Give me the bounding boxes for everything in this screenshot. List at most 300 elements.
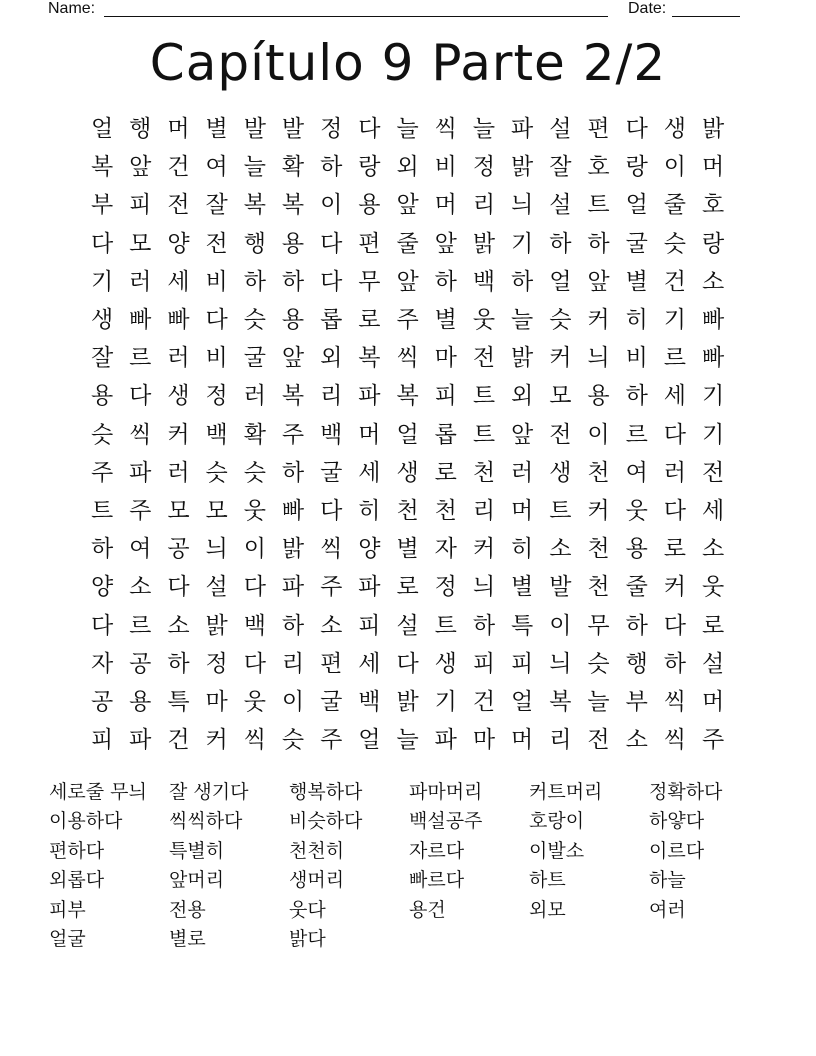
grid-letter[interactable]: 세: [358, 459, 381, 486]
grid-letter[interactable]: 씩: [434, 116, 457, 143]
grid-letter[interactable]: 용: [625, 536, 648, 563]
grid-letter[interactable]: 백: [243, 612, 266, 639]
grid-letter[interactable]: 웃: [701, 574, 725, 601]
grid-letter[interactable]: 줄: [625, 574, 648, 601]
grid-letter[interactable]: 복: [281, 383, 305, 410]
grid-letter[interactable]: 정: [472, 154, 496, 181]
grid-letter[interactable]: 하: [587, 230, 610, 257]
grid-letter[interactable]: 히: [625, 307, 648, 334]
grid-letter[interactable]: 잘: [549, 154, 572, 181]
grid-letter[interactable]: 늬: [587, 345, 610, 372]
grid-letter[interactable]: 밝: [511, 345, 534, 372]
grid-letter[interactable]: 여: [625, 459, 648, 486]
grid-letter[interactable]: 씩: [663, 688, 687, 715]
grid-letter[interactable]: 자: [434, 536, 457, 563]
grid-letter[interactable]: 이: [587, 421, 610, 448]
grid-letter[interactable]: 롭: [434, 421, 457, 448]
grid-letter[interactable]: 로: [701, 612, 725, 639]
word-bank-item: 앞머리: [169, 869, 225, 892]
grid-letter[interactable]: 하: [281, 268, 305, 295]
grid-letter[interactable]: 웃: [243, 688, 266, 715]
grid-letter[interactable]: 전: [587, 727, 610, 754]
grid-letter[interactable]: 주: [90, 459, 114, 486]
grid-letter[interactable]: 주: [281, 421, 305, 448]
grid-letter[interactable]: 백: [205, 421, 228, 448]
grid-letter[interactable]: 피: [129, 192, 152, 219]
grid-letter[interactable]: 천: [434, 497, 457, 524]
grid-letter[interactable]: 르: [663, 345, 687, 372]
grid-letter[interactable]: 커: [549, 345, 572, 372]
grid-letter[interactable]: 앞: [511, 421, 534, 448]
grid-letter[interactable]: 복: [243, 192, 266, 219]
grid-letter[interactable]: 씩: [396, 345, 419, 372]
grid-letter[interactable]: 확: [243, 421, 266, 448]
grid-letter[interactable]: 파: [434, 727, 457, 754]
grid-letter[interactable]: 다: [663, 612, 687, 639]
grid-letter[interactable]: 랑: [358, 154, 381, 181]
grid-letter[interactable]: 르: [625, 421, 648, 448]
grid-letter[interactable]: 밝: [205, 612, 228, 639]
grid-letter[interactable]: 웃: [472, 307, 496, 334]
grid-letter[interactable]: 마: [205, 688, 228, 715]
grid-letter[interactable]: 굴: [320, 688, 343, 715]
grid-letter[interactable]: 천: [587, 459, 610, 486]
grid-letter[interactable]: 하: [281, 612, 305, 639]
grid-letter[interactable]: 무: [587, 612, 610, 639]
grid-letter[interactable]: 하: [243, 268, 266, 295]
grid-letter[interactable]: 하: [472, 612, 496, 639]
grid-letter[interactable]: 정: [320, 116, 343, 143]
grid-letter[interactable]: 천: [396, 497, 419, 524]
grid-letter[interactable]: 리: [472, 192, 496, 219]
grid-letter[interactable]: 하: [511, 268, 534, 295]
grid-letter[interactable]: 정: [434, 574, 457, 601]
grid-letter[interactable]: 슷: [243, 307, 266, 334]
grid-letter[interactable]: 양: [90, 574, 114, 601]
grid-letter[interactable]: 슷: [281, 727, 305, 754]
grid-letter[interactable]: 다: [663, 421, 687, 448]
grid-letter[interactable]: 늘: [587, 688, 610, 715]
grid-letter[interactable]: 트: [434, 612, 457, 639]
name-label: Name:: [48, 0, 96, 17]
grid-letter[interactable]: 잘: [90, 345, 114, 372]
grid-letter[interactable]: 파: [358, 574, 381, 601]
grid-letter[interactable]: 주: [396, 307, 419, 334]
grid-letter[interactable]: 하: [625, 383, 648, 410]
grid-letter[interactable]: 웃: [243, 497, 266, 524]
date-blank-line[interactable]: [672, 0, 740, 17]
grid-letter[interactable]: 다: [663, 497, 687, 524]
grid-letter[interactable]: 발: [243, 116, 266, 143]
grid-letter[interactable]: 슷: [90, 421, 114, 448]
grid-letter[interactable]: 리: [549, 727, 572, 754]
grid-letter[interactable]: 용: [358, 192, 381, 219]
grid-letter[interactable]: 설: [701, 650, 725, 677]
grid-letter[interactable]: 파: [129, 727, 152, 754]
grid-letter[interactable]: 파: [511, 116, 534, 143]
word-bank-item: 이발소: [529, 839, 585, 862]
grid-letter[interactable]: 밝: [472, 230, 496, 257]
grid-letter[interactable]: 정: [205, 383, 228, 410]
grid-letter[interactable]: 리: [281, 650, 305, 677]
grid-letter[interactable]: 세: [663, 383, 687, 410]
grid-letter[interactable]: 앞: [434, 230, 457, 257]
grid-letter[interactable]: 건: [472, 688, 496, 715]
grid-letter[interactable]: 기: [90, 268, 114, 295]
grid-letter[interactable]: 별: [205, 116, 228, 143]
grid-letter[interactable]: 피: [472, 650, 496, 677]
grid-letter[interactable]: 로: [358, 307, 381, 334]
grid-letter[interactable]: 다: [243, 574, 266, 601]
grid-letter[interactable]: 트: [587, 192, 610, 219]
grid-letter[interactable]: 확: [281, 154, 305, 181]
grid-letter[interactable]: 머: [701, 154, 725, 181]
grid-letter[interactable]: 모: [549, 383, 572, 410]
grid-letter[interactable]: 특: [511, 612, 534, 639]
grid-letter[interactable]: 비: [205, 345, 228, 372]
grid-letter[interactable]: 외: [320, 345, 343, 372]
grid-letter[interactable]: 복: [396, 383, 419, 410]
grid-letter[interactable]: 정: [205, 650, 228, 677]
grid-letter[interactable]: 기: [701, 383, 725, 410]
grid-letter[interactable]: 다: [320, 230, 343, 257]
grid-letter[interactable]: 히: [358, 497, 381, 524]
grid-letter[interactable]: 전: [549, 421, 572, 448]
grid-letter[interactable]: 생: [167, 383, 190, 410]
grid-letter[interactable]: 잘: [205, 192, 228, 219]
grid-letter[interactable]: 건: [167, 154, 190, 181]
grid-letter[interactable]: 다: [167, 574, 190, 601]
grid-letter[interactable]: 로: [663, 536, 687, 563]
name-blank-line[interactable]: [104, 0, 608, 17]
grid-letter[interactable]: 복: [549, 688, 572, 715]
grid-letter[interactable]: 트: [472, 383, 496, 410]
grid-letter[interactable]: 건: [663, 268, 687, 295]
grid-row: [83, 377, 732, 415]
grid-letter[interactable]: 행: [625, 650, 648, 677]
grid-letter[interactable]: 롭: [320, 307, 343, 334]
grid-letter[interactable]: 커: [587, 497, 610, 524]
grid-letter[interactable]: 줄: [396, 230, 419, 257]
grid-letter[interactable]: 다: [90, 230, 114, 257]
grid-letter[interactable]: 마: [472, 727, 496, 754]
grid-letter[interactable]: 얼: [396, 421, 419, 448]
grid-letter[interactable]: 설: [205, 574, 228, 601]
grid-letter[interactable]: 얼: [625, 192, 648, 219]
grid-row: [83, 454, 732, 492]
grid-letter[interactable]: 히: [511, 536, 534, 563]
grid-letter[interactable]: 다: [129, 383, 152, 410]
grid-letter[interactable]: 편: [587, 116, 610, 143]
grid-letter[interactable]: 러: [167, 345, 190, 372]
grid-letter[interactable]: 다: [625, 116, 648, 143]
grid-letter[interactable]: 세: [358, 650, 381, 677]
grid-letter[interactable]: 외: [396, 154, 419, 181]
grid-letter[interactable]: 랑: [625, 154, 648, 181]
grid-letter[interactable]: 발: [549, 574, 572, 601]
grid-letter[interactable]: 이: [281, 688, 305, 715]
grid-letter[interactable]: 특: [167, 688, 190, 715]
grid-letter[interactable]: 밝: [511, 154, 534, 181]
grid-letter[interactable]: 늬: [205, 536, 228, 563]
grid-letter[interactable]: 웃: [625, 497, 648, 524]
grid-letter[interactable]: 자: [90, 650, 114, 677]
grid-letter[interactable]: 건: [167, 727, 190, 754]
grid-letter[interactable]: 양: [167, 230, 190, 257]
grid-letter[interactable]: 소: [625, 727, 648, 754]
grid-letter[interactable]: 굴: [625, 230, 648, 257]
grid-letter[interactable]: 생: [549, 459, 572, 486]
grid-letter[interactable]: 소: [167, 612, 190, 639]
grid-letter[interactable]: 하: [281, 459, 305, 486]
grid-letter[interactable]: 머: [167, 116, 190, 143]
grid-letter[interactable]: 부: [625, 688, 648, 715]
grid-letter[interactable]: 이: [549, 612, 572, 639]
grid-letter[interactable]: 얼: [511, 688, 534, 715]
grid-letter[interactable]: 모: [129, 230, 152, 257]
grid-letter[interactable]: 리: [320, 383, 343, 410]
grid-letter[interactable]: 빠: [129, 307, 152, 334]
grid-letter[interactable]: 양: [358, 536, 381, 563]
grid-letter[interactable]: 얼: [90, 116, 114, 143]
grid-letter[interactable]: 하: [663, 650, 687, 677]
grid-letter[interactable]: 르: [129, 612, 152, 639]
grid-letter[interactable]: 하: [320, 154, 343, 181]
grid-letter[interactable]: 씩: [320, 536, 343, 563]
grid-letter[interactable]: 늬: [549, 650, 572, 677]
grid-letter[interactable]: 별: [434, 307, 457, 334]
grid-letter[interactable]: 소: [129, 574, 152, 601]
grid-letter[interactable]: 천: [587, 574, 610, 601]
grid-letter[interactable]: 러: [129, 268, 152, 295]
grid-letter[interactable]: 러: [663, 459, 687, 486]
grid-letter[interactable]: 복: [358, 345, 381, 372]
grid-letter[interactable]: 비: [625, 345, 648, 372]
grid-letter[interactable]: 기: [701, 421, 725, 448]
grid-letter[interactable]: 백: [320, 421, 343, 448]
grid-letter[interactable]: 호: [701, 192, 725, 219]
grid-letter[interactable]: 피: [434, 383, 457, 410]
grid-letter[interactable]: 생: [663, 116, 687, 143]
grid-letter[interactable]: 얼: [549, 268, 572, 295]
grid-letter[interactable]: 모: [167, 497, 190, 524]
grid-letter[interactable]: 빠: [701, 345, 725, 372]
grid-letter[interactable]: 굴: [243, 345, 266, 372]
grid-letter[interactable]: 커: [205, 727, 228, 754]
grid-letter[interactable]: 행: [129, 116, 152, 143]
grid-letter[interactable]: 머: [511, 497, 534, 524]
grid-letter[interactable]: 공: [90, 688, 114, 715]
grid-letter[interactable]: 소: [701, 536, 725, 563]
grid-letter[interactable]: 앞: [396, 192, 419, 219]
grid-letter[interactable]: 생: [396, 459, 419, 486]
grid-letter[interactable]: 비: [434, 154, 457, 181]
grid-letter[interactable]: 소: [320, 612, 343, 639]
grid-letter[interactable]: 트: [90, 497, 114, 524]
grid-letter[interactable]: 굴: [320, 459, 343, 486]
grid-letter[interactable]: 로: [434, 459, 457, 486]
grid-letter[interactable]: 주: [320, 574, 343, 601]
grid-letter[interactable]: 얼: [358, 727, 381, 754]
grid-letter[interactable]: 용: [281, 307, 305, 334]
grid-letter[interactable]: 별: [625, 268, 648, 295]
grid-letter[interactable]: 세: [701, 497, 725, 524]
grid-letter[interactable]: 빠: [281, 497, 305, 524]
grid-letter[interactable]: 행: [243, 230, 266, 257]
grid-letter[interactable]: 용: [90, 383, 114, 410]
grid-letter[interactable]: 용: [129, 688, 152, 715]
grid-letter[interactable]: 하: [167, 650, 190, 677]
grid-letter[interactable]: 전: [701, 459, 725, 486]
grid-letter[interactable]: 전: [205, 230, 228, 257]
grid-letter[interactable]: 호: [587, 154, 610, 181]
grid-letter[interactable]: 비: [205, 268, 228, 295]
grid-letter[interactable]: 리: [472, 497, 496, 524]
grid-letter[interactable]: 트: [549, 497, 572, 524]
grid-letter[interactable]: 소: [549, 536, 572, 563]
grid-letter[interactable]: 씩: [663, 727, 687, 754]
grid-letter[interactable]: 무: [358, 268, 381, 295]
grid-letter[interactable]: 앞: [587, 268, 610, 295]
grid-letter[interactable]: 여: [205, 154, 228, 181]
grid-letter[interactable]: 러: [243, 383, 266, 410]
grid-letter[interactable]: 주: [129, 497, 152, 524]
word-bank-item: 생머리: [289, 869, 345, 892]
grid-letter[interactable]: 하: [625, 612, 648, 639]
grid-letter[interactable]: 다: [90, 612, 114, 639]
grid-letter[interactable]: 공: [129, 650, 152, 677]
grid-letter[interactable]: 늘: [243, 154, 266, 181]
grid-letter[interactable]: 늘: [511, 307, 534, 334]
grid-letter[interactable]: 줄: [663, 192, 687, 219]
grid-letter[interactable]: 부: [90, 192, 114, 219]
grid-letter[interactable]: 파: [129, 459, 152, 486]
grid-letter[interactable]: 생: [434, 650, 457, 677]
grid-letter[interactable]: 백: [358, 688, 381, 715]
grid-letter[interactable]: 설: [396, 612, 419, 639]
grid-letter[interactable]: 공: [167, 536, 190, 563]
grid-letter[interactable]: 머: [358, 421, 381, 448]
grid-letter[interactable]: 커: [472, 536, 496, 563]
grid-letter[interactable]: 복: [90, 154, 114, 181]
grid-letter[interactable]: 하: [434, 268, 457, 295]
grid-letter[interactable]: 기: [663, 307, 687, 334]
grid-letter[interactable]: 주: [701, 727, 725, 754]
grid-letter[interactable]: 이: [243, 536, 266, 563]
grid-letter[interactable]: 빠: [167, 307, 190, 334]
grid-letter[interactable]: 기: [434, 688, 457, 715]
grid-letter[interactable]: 밝: [701, 116, 725, 143]
grid-letter[interactable]: 슷: [549, 307, 572, 334]
grid-letter[interactable]: 용: [281, 230, 305, 257]
grid-letter[interactable]: 생: [90, 307, 114, 334]
grid-letter[interactable]: 전: [167, 192, 190, 219]
grid-letter[interactable]: 늘: [396, 727, 419, 754]
grid-letter[interactable]: 천: [472, 459, 496, 486]
grid-letter[interactable]: 다: [396, 650, 419, 677]
grid-letter[interactable]: 편: [320, 650, 343, 677]
grid-letter[interactable]: 앞: [129, 154, 152, 181]
grid-letter[interactable]: 외: [511, 383, 534, 410]
grid-letter[interactable]: 다: [320, 268, 343, 295]
grid-letter[interactable]: 피: [90, 727, 114, 754]
word-bank-item: 세로줄 무늬: [49, 781, 147, 803]
grid-letter[interactable]: 이: [320, 192, 343, 219]
grid-letter[interactable]: 늘: [396, 116, 419, 143]
grid-letter[interactable]: 커: [663, 574, 687, 601]
grid-letter[interactable]: 슷: [587, 650, 610, 677]
word-bank-item: 정확하다: [649, 781, 723, 803]
grid-letter[interactable]: 러: [167, 459, 190, 486]
grid-letter[interactable]: 커: [587, 307, 610, 334]
grid-letter[interactable]: 기: [511, 230, 534, 257]
grid-letter[interactable]: 씩: [129, 421, 152, 448]
grid-letter[interactable]: 여: [129, 536, 152, 563]
grid-letter[interactable]: 앞: [396, 268, 419, 295]
grid-letter[interactable]: 늬: [511, 192, 534, 219]
grid-letter[interactable]: 하: [549, 230, 572, 257]
grid-letter[interactable]: 늘: [472, 116, 496, 143]
grid-letter[interactable]: 다: [358, 116, 381, 143]
grid-letter[interactable]: 설: [549, 116, 572, 143]
grid-letter[interactable]: 백: [472, 268, 496, 295]
grid-letter[interactable]: 피: [358, 612, 381, 639]
grid-letter[interactable]: 다: [243, 650, 266, 677]
grid-letter[interactable]: 늬: [472, 574, 496, 601]
grid-letter[interactable]: 별: [396, 536, 419, 563]
grid-letter[interactable]: 슷: [205, 459, 228, 486]
grid-letter[interactable]: 하: [90, 536, 114, 563]
grid-letter[interactable]: 주: [320, 727, 343, 754]
grid-letter[interactable]: 소: [701, 268, 725, 295]
grid-letter[interactable]: 슷: [663, 230, 687, 257]
grid-letter[interactable]: 로: [396, 574, 419, 601]
grid-letter[interactable]: 파: [281, 574, 305, 601]
grid-letter[interactable]: 머: [511, 727, 534, 754]
grid-letter[interactable]: 앞: [281, 345, 305, 372]
grid-letter[interactable]: 밝: [281, 536, 305, 563]
grid-letter[interactable]: 별: [511, 574, 534, 601]
word-bank-item: 천천히: [289, 839, 345, 862]
grid-letter[interactable]: 커: [167, 421, 190, 448]
grid-letter[interactable]: 천: [587, 536, 610, 563]
grid-letter[interactable]: 머: [701, 688, 725, 715]
grid-letter[interactable]: 발: [281, 116, 305, 143]
grid-letter[interactable]: 전: [472, 345, 496, 372]
grid-letter[interactable]: 러: [511, 459, 534, 486]
grid-letter[interactable]: 세: [167, 268, 190, 295]
grid-letter[interactable]: 마: [434, 345, 457, 372]
grid-letter[interactable]: 복: [281, 192, 305, 219]
grid-letter[interactable]: 밝: [396, 688, 419, 715]
grid-letter[interactable]: 모: [205, 497, 228, 524]
grid-letter[interactable]: 다: [320, 497, 343, 524]
grid-letter[interactable]: 슷: [243, 459, 266, 486]
grid-letter[interactable]: 다: [205, 307, 228, 334]
grid-letter[interactable]: 파: [358, 383, 381, 410]
grid-letter[interactable]: 편: [358, 230, 381, 257]
grid-letter[interactable]: 빠: [701, 307, 725, 334]
grid-letter[interactable]: 씩: [243, 727, 266, 754]
grid-letter[interactable]: 랑: [701, 230, 725, 257]
grid-letter[interactable]: 트: [472, 421, 496, 448]
grid-letter[interactable]: 르: [129, 345, 152, 372]
grid-letter[interactable]: 머: [434, 192, 457, 219]
grid-letter[interactable]: 용: [587, 383, 610, 410]
grid-letter[interactable]: 피: [511, 650, 534, 677]
grid-letter[interactable]: 설: [549, 192, 572, 219]
grid-letter[interactable]: 이: [663, 154, 687, 181]
